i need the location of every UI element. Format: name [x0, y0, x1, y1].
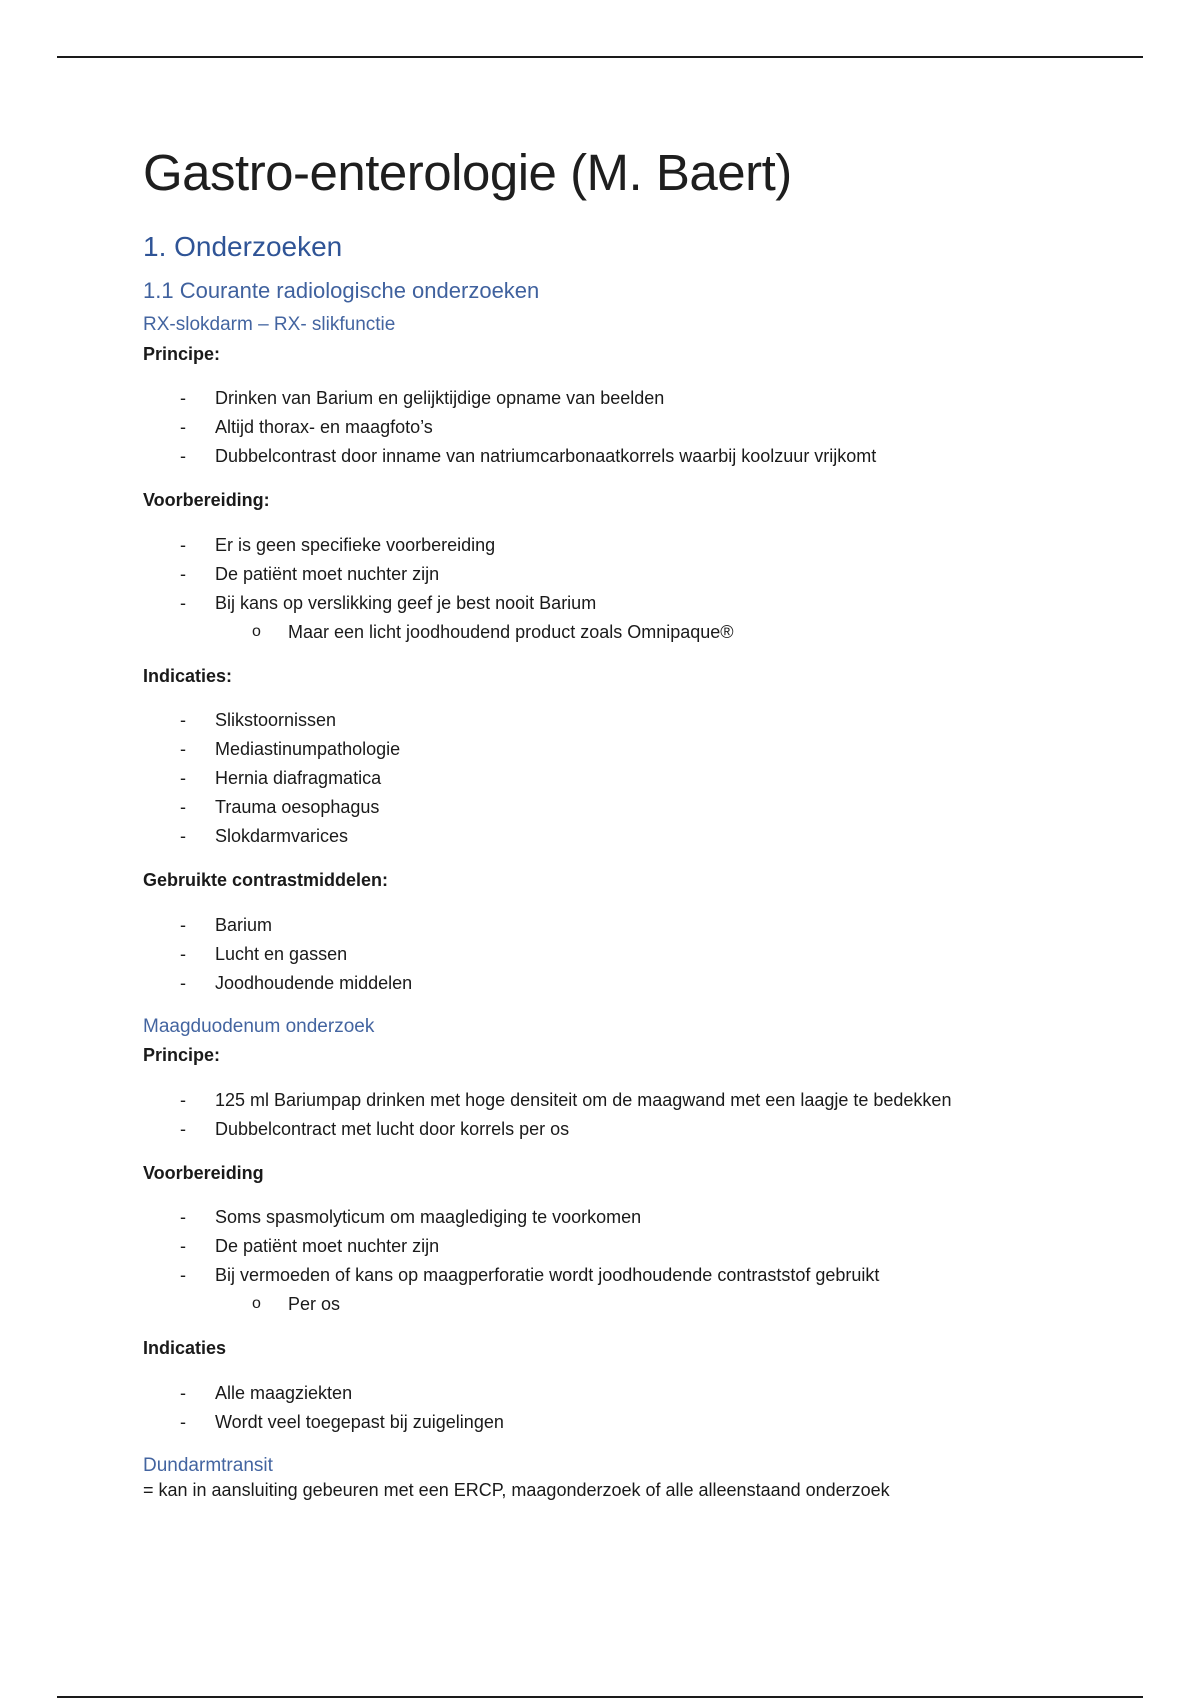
list-item: - Alle maagziekten: [143, 1379, 1123, 1408]
subsection-heading: 1.1 Courante radiologische onderzoeken: [143, 277, 540, 303]
top-rule: [57, 56, 1143, 58]
list-item: - Wordt veel toegepast bij zuigelingen: [143, 1408, 1123, 1437]
list-item: [143, 1261, 1123, 1319]
rx-contrast-list: [143, 911, 1123, 998]
dundarm-text: = kan in aansluiting gebeuren met een ERCP, maagonderzoek of alle alleenstaand onderzoek: [143, 1480, 890, 1501]
rx-indicaties-label: Indicaties:: [143, 665, 233, 686]
list-item: - Drinken van Barium en gelijktijdige opname van beelden: [143, 384, 1123, 413]
list-item: - Er is geen specifieke voorbereiding: [143, 531, 1123, 560]
list-item: - Dubbelcontrast door inname van natriumcarbonaatkorrels waarbij koolzuur vrijkomt: [143, 442, 1123, 471]
rx-indicaties-list: [143, 706, 1123, 851]
sub-list-item: o Maar een licht joodhoudend product zoals Omnipaque®: [215, 618, 1123, 647]
list-item: - Mediastinumpathologie: [143, 735, 1123, 764]
list-item: - De patiënt moet nuchter zijn: [143, 1232, 1123, 1261]
list-item: - Hernia diafragmatica: [143, 764, 1123, 793]
sub-list-item: o Per os: [215, 1290, 1123, 1319]
maag-voorbereiding-list: [143, 1203, 1123, 1319]
maag-principe-label: Principe:: [143, 1045, 221, 1066]
section-heading: 1. Onderzoeken: [143, 231, 343, 263]
rx-contrast-label: Gebruikte contrastmiddelen:: [143, 870, 389, 891]
list-item: - Barium: [143, 911, 1123, 940]
list-item: - Trauma oesophagus: [143, 793, 1123, 822]
list-item: - Altijd thorax- en maagfoto’s: [143, 413, 1123, 442]
dundarm-heading: Dundarmtransit: [143, 1454, 273, 1476]
sub-list: [215, 618, 1123, 647]
list-item: - Slikstoornissen: [143, 706, 1123, 735]
list-item: - Joodhoudende middelen: [143, 969, 1123, 998]
maag-heading: Maagduodenum onderzoek: [143, 1015, 375, 1037]
sub-list: [215, 1290, 1123, 1319]
bottom-rule: [57, 1696, 1143, 1698]
document-title: Gastro-enterologie (M. Baert): [143, 144, 792, 201]
maag-principe-list: [143, 1086, 1123, 1144]
list-item: - 125 ml Bariumpap drinken met hoge densiteit om de maagwand met een laagje te bedekken: [143, 1086, 1123, 1115]
list-item-text: Bij vermoeden of kans op maagperforatie wordt joodhoudende contraststof gebruikt: [215, 1265, 880, 1286]
rx-principe-label: Principe:: [143, 344, 221, 365]
list-item: [143, 589, 1123, 647]
list-item: - De patiënt moet nuchter zijn: [143, 560, 1123, 589]
rx-principe-list: [143, 384, 1123, 471]
list-item: - Soms spasmolyticum om maaglediging te voorkomen: [143, 1203, 1123, 1232]
list-item-text: Bij kans op verslikking geef je best nooit Barium: [215, 592, 597, 613]
maag-indicaties-list: [143, 1379, 1123, 1437]
list-item: - Lucht en gassen: [143, 940, 1123, 969]
list-item: - Dubbelcontract met lucht door korrels per os: [143, 1115, 1123, 1144]
document-body: [143, 140, 1123, 1503]
maag-indicaties-label: Indicaties: [143, 1338, 227, 1359]
list-item: - Slokdarmvarices: [143, 822, 1123, 851]
rx-voorbereiding-list: [143, 531, 1123, 647]
maag-voorbereiding-label: Voorbereiding: [143, 1162, 264, 1183]
rx-heading: RX-slokdarm – RX- slikfunctie: [143, 314, 396, 336]
rx-voorbereiding-label: Voorbereiding:: [143, 490, 270, 511]
